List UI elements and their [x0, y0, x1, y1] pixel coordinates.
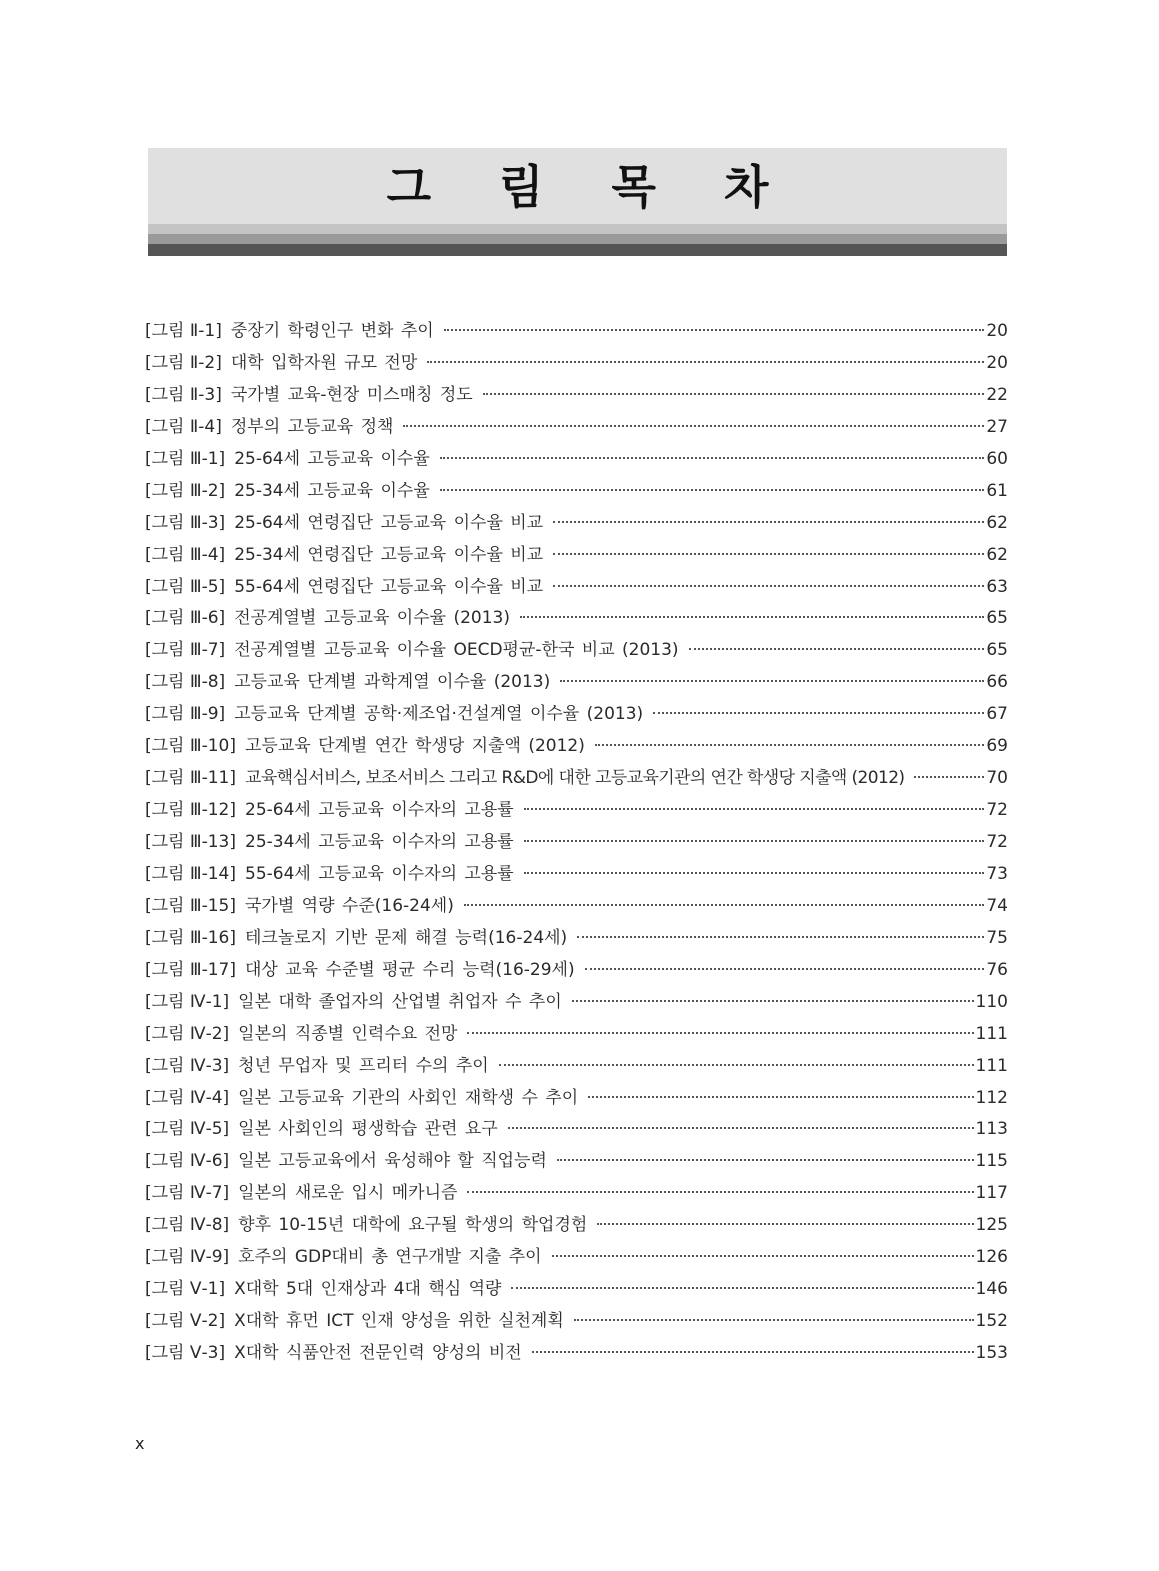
entry-label: [그림 Ⅳ-9]: [145, 1247, 230, 1268]
toc-entry[interactable]: [145, 1306, 1008, 1338]
entry-title: 일본 고등교육 기관의 사회인 재학생 수 추이: [238, 1087, 579, 1108]
entry-page: 61: [986, 480, 1008, 501]
entry-label: [그림 Ⅲ-13]: [145, 832, 236, 852]
entry-label: [그림 Ⅲ-8]: [145, 672, 226, 693]
entry-page: 111: [975, 1055, 1008, 1076]
entry-page: 76: [986, 959, 1008, 980]
entry-title: 55-64세 연령집단 고등교육 이수율 비교: [234, 576, 544, 597]
entry-label: [그림 Ⅴ-3]: [145, 1343, 226, 1363]
entry-page: 60: [986, 448, 1008, 469]
entry-label: [그림 Ⅳ-7]: [145, 1183, 230, 1204]
dot-leader: [532, 1351, 974, 1353]
toc-entry[interactable]: [145, 923, 1008, 955]
header-band-medium: [148, 234, 1007, 244]
entry-label: [그림 Ⅱ-3]: [145, 384, 222, 405]
entry-title: 일본 고등교육에서 육성해야 할 직업능력: [238, 1151, 547, 1172]
toc-entry[interactable]: [145, 1114, 1008, 1146]
entry-title: 25-34세 고등교육 이수자의 고용률: [245, 832, 514, 852]
entry-title: 일본 사회인의 평생학습 관련 요구: [238, 1119, 498, 1140]
toc-entry[interactable]: [145, 1146, 1008, 1178]
entry-label: [그림 Ⅲ-2]: [145, 480, 226, 501]
entry-label: [그림 Ⅳ-6]: [145, 1151, 230, 1172]
entry-title: 호주의 GDP대비 총 연구개발 지출 추이: [238, 1247, 542, 1268]
entry-page: 62: [986, 512, 1008, 533]
dot-leader: [440, 489, 985, 491]
entry-page: 63: [986, 576, 1008, 597]
entry-title: 일본의 새로운 입시 메카니즘: [238, 1183, 458, 1204]
dot-leader: [585, 968, 985, 970]
entry-label: [그림 Ⅳ-5]: [145, 1119, 230, 1140]
entry-page: 62: [986, 544, 1008, 565]
entry-label: [그림 Ⅲ-17]: [145, 959, 236, 980]
entry-page: 146: [975, 1279, 1008, 1300]
entry-label: [그림 Ⅲ-1]: [145, 448, 226, 469]
entry-label: [그림 Ⅳ-2]: [145, 1023, 230, 1044]
entry-title: 대학 입학자원 규모 전망: [230, 352, 418, 373]
entry-label: [그림 Ⅲ-3]: [145, 512, 226, 533]
dot-leader: [403, 425, 984, 427]
entry-title: X대학 휴먼 ICT 인재 양성을 위한 실천계획: [234, 1311, 564, 1332]
dot-leader: [557, 1159, 974, 1161]
entry-page: 126: [975, 1247, 1008, 1268]
dot-leader: [499, 1064, 974, 1066]
dot-leader: [577, 936, 984, 938]
entry-label: [그림 Ⅱ-2]: [145, 352, 222, 373]
header-band-light: [148, 224, 1007, 234]
entry-title: 25-64세 고등교육 이수자의 고용률: [245, 800, 514, 821]
entry-title: 국가별 역량 수준(16-24세): [245, 895, 454, 916]
dot-leader: [553, 553, 984, 555]
entry-page: 72: [986, 800, 1008, 821]
toc-entry[interactable]: [145, 763, 1008, 795]
dot-leader: [553, 521, 984, 523]
entry-title: 55-64세 고등교육 이수자의 고용률: [245, 863, 514, 884]
dot-leader: [508, 1127, 974, 1129]
dot-leader: [467, 1191, 973, 1193]
dot-leader: [552, 1255, 974, 1257]
entry-page: 117: [975, 1183, 1008, 1204]
toc-entry[interactable]: [145, 1083, 1008, 1115]
dot-leader: [511, 1287, 973, 1289]
toc-entry[interactable]: [145, 1210, 1008, 1242]
dot-leader: [572, 1000, 974, 1002]
entry-title: 25-64세 고등교육 이수율: [234, 448, 430, 469]
toc-entry[interactable]: [145, 508, 1008, 540]
entry-label: [그림 Ⅲ-15]: [145, 895, 236, 916]
toc-entry[interactable]: [145, 1019, 1008, 1051]
toc-entry[interactable]: [145, 1242, 1008, 1274]
dot-leader: [595, 744, 984, 746]
dot-leader: [483, 393, 985, 395]
entry-page: 111: [975, 1023, 1008, 1044]
entry-page: 66: [986, 672, 1008, 693]
dot-leader: [553, 585, 984, 587]
toc-entry[interactable]: [145, 572, 1008, 604]
entry-page: 20: [986, 352, 1008, 373]
entry-label: [그림 Ⅳ-1]: [145, 991, 230, 1012]
toc-entry[interactable]: [145, 699, 1008, 731]
toc-entry[interactable]: [145, 859, 1008, 891]
entry-page: 20: [986, 321, 1008, 341]
toc-entry[interactable]: [145, 476, 1008, 508]
entry-page: 67: [986, 704, 1008, 725]
entry-page: 110: [975, 991, 1008, 1012]
dot-leader: [520, 616, 984, 618]
entry-page: 75: [986, 927, 1008, 948]
toc-entry[interactable]: [145, 827, 1008, 859]
entry-title: 일본의 직종별 인력수요 전망: [238, 1023, 458, 1044]
entry-title: 25-64세 연령집단 고등교육 이수율 비교: [234, 512, 544, 533]
entry-label: [그림 Ⅱ-1]: [145, 321, 222, 341]
entry-title: 25-34세 연령집단 고등교육 이수율 비교: [234, 544, 544, 565]
entry-label: [그림 Ⅱ-4]: [145, 416, 222, 437]
entry-label: [그림 Ⅳ-8]: [145, 1215, 230, 1236]
entry-title: 국가별 교육-현장 미스매칭 정도: [230, 384, 473, 405]
toc-entry[interactable]: [145, 1178, 1008, 1210]
entry-label: [그림 Ⅲ-11]: [145, 768, 236, 789]
entry-label: [그림 Ⅲ-6]: [145, 608, 226, 629]
entry-page: 113: [975, 1119, 1008, 1140]
toc-entry[interactable]: [145, 412, 1008, 444]
entry-page: 125: [975, 1215, 1008, 1236]
header-band-dark: [148, 244, 1007, 256]
dot-leader: [524, 840, 985, 842]
entry-title: 전공계열별 고등교육 이수율 OECD평균-한국 비교 (2013): [234, 640, 679, 661]
entry-page: 72: [986, 832, 1008, 852]
figure-list: [145, 316, 1008, 1370]
entry-title: 대상 교육 수준별 평균 수리 능력(16-29세): [245, 959, 575, 980]
dot-leader: [914, 776, 984, 778]
dot-leader: [597, 1223, 973, 1225]
entry-title: 교육핵심서비스, 보조서비스 그리고 R&D에 대한 고등교육기관의 연간 학생당 지출액 (2012): [245, 768, 905, 789]
entry-page: 152: [975, 1311, 1008, 1332]
toc-entry[interactable]: [145, 380, 1008, 412]
entry-title: 향후 10-15년 대학에 요구될 학생의 학업경험: [238, 1215, 588, 1236]
entry-label: [그림 Ⅴ-1]: [145, 1279, 226, 1300]
entry-title: 테크놀로지 기반 문제 해결 능력(16-24세): [245, 927, 568, 948]
toc-entry[interactable]: [145, 348, 1008, 380]
entry-label: [그림 Ⅳ-3]: [145, 1055, 230, 1076]
entry-title: 25-34세 고등교육 이수율: [234, 480, 430, 501]
entry-page: 153: [975, 1343, 1008, 1363]
entry-label: [그림 Ⅲ-12]: [145, 800, 236, 821]
toc-entry[interactable]: [145, 603, 1008, 635]
toc-entry[interactable]: [145, 731, 1008, 763]
entry-page: 69: [986, 736, 1008, 757]
dot-leader: [440, 457, 985, 459]
toc-entry[interactable]: [145, 540, 1008, 572]
entry-label: [그림 Ⅲ-7]: [145, 640, 226, 661]
dot-leader: [524, 872, 985, 874]
entry-page: 70: [986, 768, 1008, 789]
entry-page: 22: [986, 384, 1008, 405]
entry-title: 일본 대학 졸업자의 산업별 취업자 수 추이: [238, 991, 562, 1012]
entry-page: 73: [986, 863, 1008, 884]
toc-entry[interactable]: [145, 891, 1008, 923]
dot-leader: [574, 1319, 974, 1321]
entry-title: 고등교육 단계별 공학·제조업·건설계열 이수율 (2013): [234, 704, 644, 725]
toc-entry[interactable]: [145, 316, 1008, 348]
toc-entry[interactable]: [145, 795, 1008, 827]
toc-entry[interactable]: [145, 1338, 1008, 1370]
entry-label: [그림 Ⅲ-16]: [145, 927, 236, 948]
entry-label: [그림 Ⅲ-9]: [145, 704, 226, 725]
page-title: 그 림 목 차: [386, 160, 795, 214]
entry-page: 115: [975, 1151, 1008, 1172]
entry-title: 고등교육 단계별 연간 학생당 지출액 (2012): [245, 736, 585, 757]
toc-entry[interactable]: [145, 1274, 1008, 1306]
entry-title: 중장기 학령인구 변화 추이: [230, 321, 434, 341]
dot-leader: [689, 648, 985, 650]
dot-leader: [444, 329, 985, 331]
entry-title: 전공계열별 고등교육 이수율 (2013): [234, 608, 510, 629]
entry-title: X대학 식품안전 전문인력 양성의 비전: [234, 1343, 522, 1363]
entry-page: 65: [986, 640, 1008, 661]
entry-title: 청년 무업자 및 프리터 수의 추이: [238, 1055, 489, 1076]
toc-entry[interactable]: [145, 444, 1008, 476]
page-number: x: [135, 1434, 145, 1453]
dot-leader: [464, 904, 985, 906]
toc-entry[interactable]: [145, 955, 1008, 987]
entry-page: 112: [975, 1087, 1008, 1108]
dot-leader: [653, 712, 984, 714]
entry-label: [그림 Ⅲ-5]: [145, 576, 226, 597]
dot-leader: [467, 1032, 973, 1034]
entry-title: 정부의 고등교육 정책: [230, 416, 394, 437]
toc-entry[interactable]: [145, 987, 1008, 1019]
entry-label: [그림 Ⅲ-10]: [145, 736, 236, 757]
dot-leader: [524, 808, 985, 810]
toc-entry[interactable]: [145, 635, 1008, 667]
entry-label: [그림 Ⅲ-14]: [145, 863, 236, 884]
dot-leader: [427, 361, 984, 363]
entry-page: 65: [986, 608, 1008, 629]
entry-label: [그림 Ⅳ-4]: [145, 1087, 230, 1108]
dot-leader: [588, 1096, 973, 1098]
toc-header: [148, 148, 1007, 256]
entry-label: [그림 Ⅲ-4]: [145, 544, 226, 565]
entry-title: X대학 5대 인재상과 4대 핵심 역량: [234, 1279, 502, 1300]
entry-page: 27: [986, 416, 1008, 437]
entry-label: [그림 Ⅴ-2]: [145, 1311, 226, 1332]
toc-entry[interactable]: [145, 1051, 1008, 1083]
entry-page: 74: [986, 895, 1008, 916]
dot-leader: [560, 680, 984, 682]
toc-entry[interactable]: [145, 667, 1008, 699]
entry-title: 고등교육 단계별 과학계열 이수율 (2013): [234, 672, 551, 693]
